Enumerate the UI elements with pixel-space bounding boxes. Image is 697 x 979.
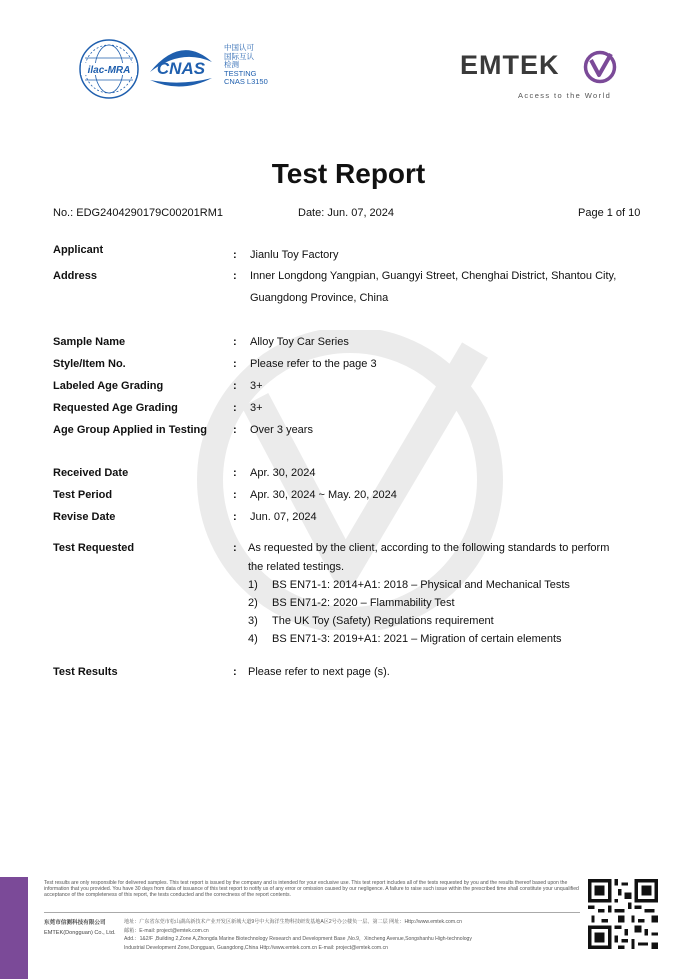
report-date	[298, 207, 394, 219]
standard-number: 3)	[248, 615, 258, 627]
test-results-value: Please refer to next page (s).	[248, 666, 390, 678]
test-requested-line-1: As requested by the client, according to the following standards to perform	[248, 542, 610, 554]
cnas-cn-line: 检测	[224, 60, 239, 70]
standard-number: 2)	[248, 597, 258, 609]
colon: :	[233, 666, 237, 678]
standard-item: The UK Toy (Safety) Regulations requirement	[272, 615, 494, 627]
footer-email-cn: 邮箱：E-mail: project@emtek.com.cn	[124, 927, 209, 934]
labeled-age-label: Labeled Age Grading	[53, 380, 164, 392]
requested-age-label: Requested Age Grading	[53, 402, 178, 414]
colon: :	[233, 467, 237, 479]
style-item-label: Style/Item No.	[53, 358, 126, 370]
standard-item: BS EN71-3: 2019+A1: 2021 – Migration of certain elements	[272, 633, 562, 645]
style-item-value: Please refer to the page 3	[250, 358, 377, 370]
cnas-cn-line: 国际互认	[224, 51, 254, 61]
report-number-label: No.:	[53, 207, 74, 219]
applicant-label: Applicant	[53, 244, 104, 256]
report-number	[53, 207, 223, 219]
report-number-value: EDG2404290179C00201RM1	[76, 207, 224, 219]
revise-date-label: Revise Date	[53, 511, 116, 523]
colon: :	[233, 336, 237, 348]
sample-name-label: Sample Name	[53, 336, 126, 348]
footer-company-en: EMTEK(Dongguan) Co., Ltd.	[44, 930, 116, 936]
cnas-number: CNAS L3150	[224, 77, 268, 87]
colon: :	[233, 511, 237, 523]
colon: :	[233, 380, 237, 392]
test-requested-label: Test Requested	[53, 542, 135, 554]
svg-text:ilac-MRA: ilac-MRA	[87, 65, 131, 76]
labeled-age-value: 3+	[250, 380, 263, 392]
address-label: Address	[53, 270, 98, 282]
address-line-2: Guangdong Province, China	[250, 292, 389, 304]
emtek-logo-text: EMTEK	[460, 50, 560, 80]
qr-code-icon	[588, 879, 658, 949]
colon: :	[233, 402, 237, 414]
cnas-accreditation-text	[224, 44, 268, 87]
emtek-slogan: Access to the World	[518, 91, 612, 100]
colon: :	[233, 249, 237, 261]
ilac-mra-logo	[78, 38, 140, 100]
colon: :	[233, 424, 237, 436]
address-line-1: Inner Longdong Yangpian, Guangyi Street, Chenghai District, Shantou City,	[250, 270, 617, 282]
cnas-cn-line: 中国认可	[224, 43, 254, 52]
footer-contact	[124, 918, 472, 952]
footer-company-cn: 东莞市信测科技有限公司	[44, 920, 106, 926]
received-date-value: Apr. 30, 2024	[250, 467, 316, 479]
test-requested-line-2: the related testings.	[248, 561, 345, 573]
colon: :	[233, 270, 237, 282]
footer-divider	[44, 912, 580, 913]
footer-brand-bar	[0, 877, 28, 979]
age-group-value: Over 3 years	[250, 424, 313, 436]
age-group-label: Age Group Applied in Testing	[53, 424, 207, 436]
requested-age-value: 3+	[250, 402, 263, 414]
standard-number: 4)	[248, 633, 258, 645]
footer-address-en-2: Industrial Development Zone,Dongguan, Guangdong,China Http://www.emtek.com.cn E-mail: project@emtek.com.cn	[124, 944, 388, 951]
standard-item: BS EN71-2: 2020 – Flammability Test	[272, 597, 455, 609]
cnas-testing-label: TESTING	[224, 68, 257, 78]
standard-number: 1)	[248, 579, 258, 591]
svg-text:CNAS: CNAS	[156, 59, 206, 78]
emtek-checkmark-icon	[583, 50, 617, 84]
footer-address-cn: 地址：广东省东莞市松山湖高新技术产业开发区新城大道9号中大海洋生物科技研发基地A区2号办公楼负一层、第二层 网址：Http://www.emtek.com.cn	[124, 919, 462, 925]
footer-disclaimer: Test results are only responsible for delivered samples. This test report is issued by the company and is intended for your exclusive use. This test report includes all of the tests requested by you and the results thereof based upon the information that you provided. You have 30 days from data of issuance of this test report to notify us of any error or omission caused by our negligence. A failure to raise such issue within the prescribed time shall constitute your unqualified acceptance of the completeness of this report, the tests conducted and the correctness of the report contents.	[44, 880, 579, 899]
report-date-value: Jun. 07, 2024	[327, 207, 395, 219]
page-title: Test Report	[271, 158, 426, 189]
test-results-label: Test Results	[53, 666, 118, 678]
received-date-label: Received Date	[53, 467, 129, 479]
revise-date-value: Jun. 07, 2024	[250, 511, 317, 523]
standard-item: BS EN71-1: 2014+A1: 2018 – Physical and Mechanical Tests	[272, 579, 570, 591]
cnas-logo	[146, 42, 216, 90]
applicant-value: Jianlu Toy Factory	[250, 249, 339, 261]
page-indicator: Page 1 of 10	[578, 207, 641, 219]
sample-name-value: Alloy Toy Car Series	[250, 336, 349, 348]
footer-company	[44, 918, 116, 938]
test-period-value: Apr. 30, 2024 ~ May. 20, 2024	[250, 489, 397, 501]
colon: :	[233, 542, 237, 554]
report-date-label: Date:	[298, 207, 325, 219]
colon: :	[233, 358, 237, 370]
footer-address-en-1: Add.：1&2/F ,Building 2,Zone A,Zhongda Marine Biotechnology Research and Development Base ,No.9，Xincheng Avenue,Songshanhu High-technology	[124, 936, 472, 942]
test-period-label: Test Period	[53, 489, 113, 501]
colon: :	[233, 489, 237, 501]
